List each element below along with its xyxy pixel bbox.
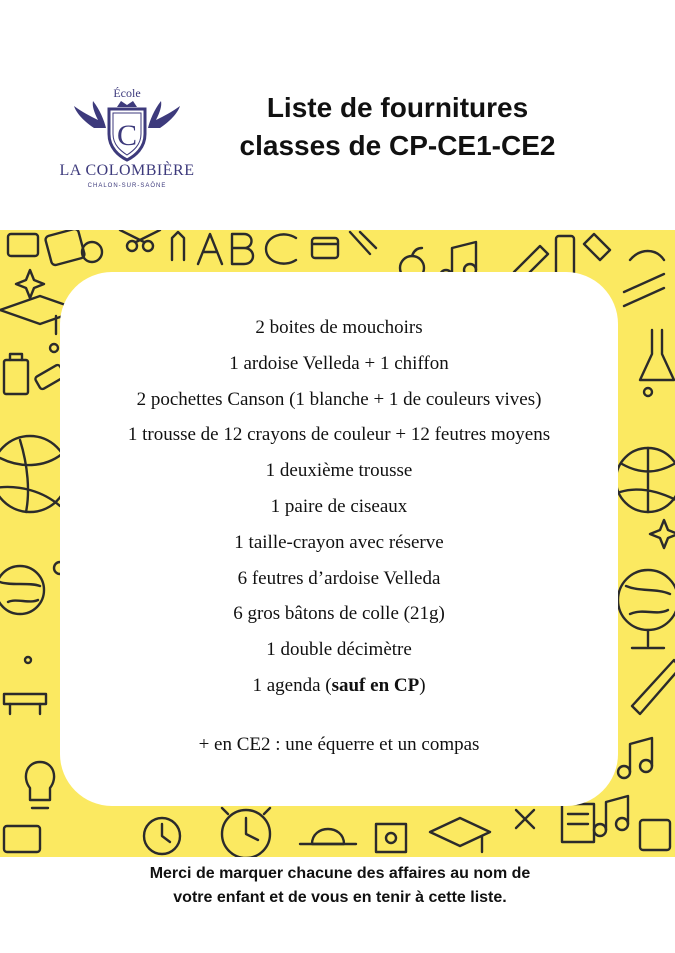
supplies-list bbox=[60, 310, 618, 704]
logo-ecole-text: École bbox=[113, 86, 141, 100]
supply-item: 1 trousse de 12 crayons de couleur + 12 feutres moyens bbox=[127, 424, 551, 446]
title-line-2: classes de CP-CE1-CE2 bbox=[239, 130, 556, 161]
supply-item-agenda bbox=[60, 668, 618, 704]
school-logo bbox=[52, 86, 202, 216]
footer-note bbox=[60, 862, 620, 910]
supply-item: 6 feutres d’ardoise Velleda bbox=[237, 567, 441, 589]
title-line-1: Liste de fournitures bbox=[266, 92, 529, 123]
supply-item: 1 paire de ciseaux bbox=[270, 495, 408, 517]
logo-school-name: LA COLOMBIÈRE bbox=[59, 162, 195, 179]
footer-line-2: votre enfant et de vous en tenir à cette liste. bbox=[173, 889, 507, 906]
agenda-exception: sauf en CP bbox=[331, 674, 420, 696]
svg-text:C: C bbox=[116, 119, 138, 152]
supply-item: 1 taille-crayon avec réserve bbox=[234, 531, 444, 553]
footer-line-1: Merci de marquer chacune des affaires au nom de bbox=[149, 865, 531, 882]
supplies-card bbox=[60, 272, 618, 806]
supply-item: 1 deuxième trousse bbox=[265, 460, 413, 482]
dove-crest-icon bbox=[72, 98, 182, 162]
ce2-extra-item: + en CE2 : une équerre et un compas bbox=[198, 734, 480, 755]
agenda-prefix: 1 agenda ( bbox=[252, 674, 332, 696]
supply-item: 2 boites de mouchoirs bbox=[255, 317, 423, 338]
supply-item: 1 double décimètre bbox=[266, 639, 412, 661]
logo-city-text: CHALON-SUR-SAÔNE bbox=[87, 183, 167, 189]
supply-item: 6 gros bâtons de colle (21g) bbox=[233, 603, 445, 625]
page-title bbox=[205, 89, 590, 165]
supply-item: 1 ardoise Velleda + 1 chiffon bbox=[229, 352, 449, 374]
supply-item: 2 pochettes Canson (1 blanche + 1 de couleurs vives) bbox=[136, 388, 542, 410]
agenda-suffix: ) bbox=[419, 674, 426, 696]
